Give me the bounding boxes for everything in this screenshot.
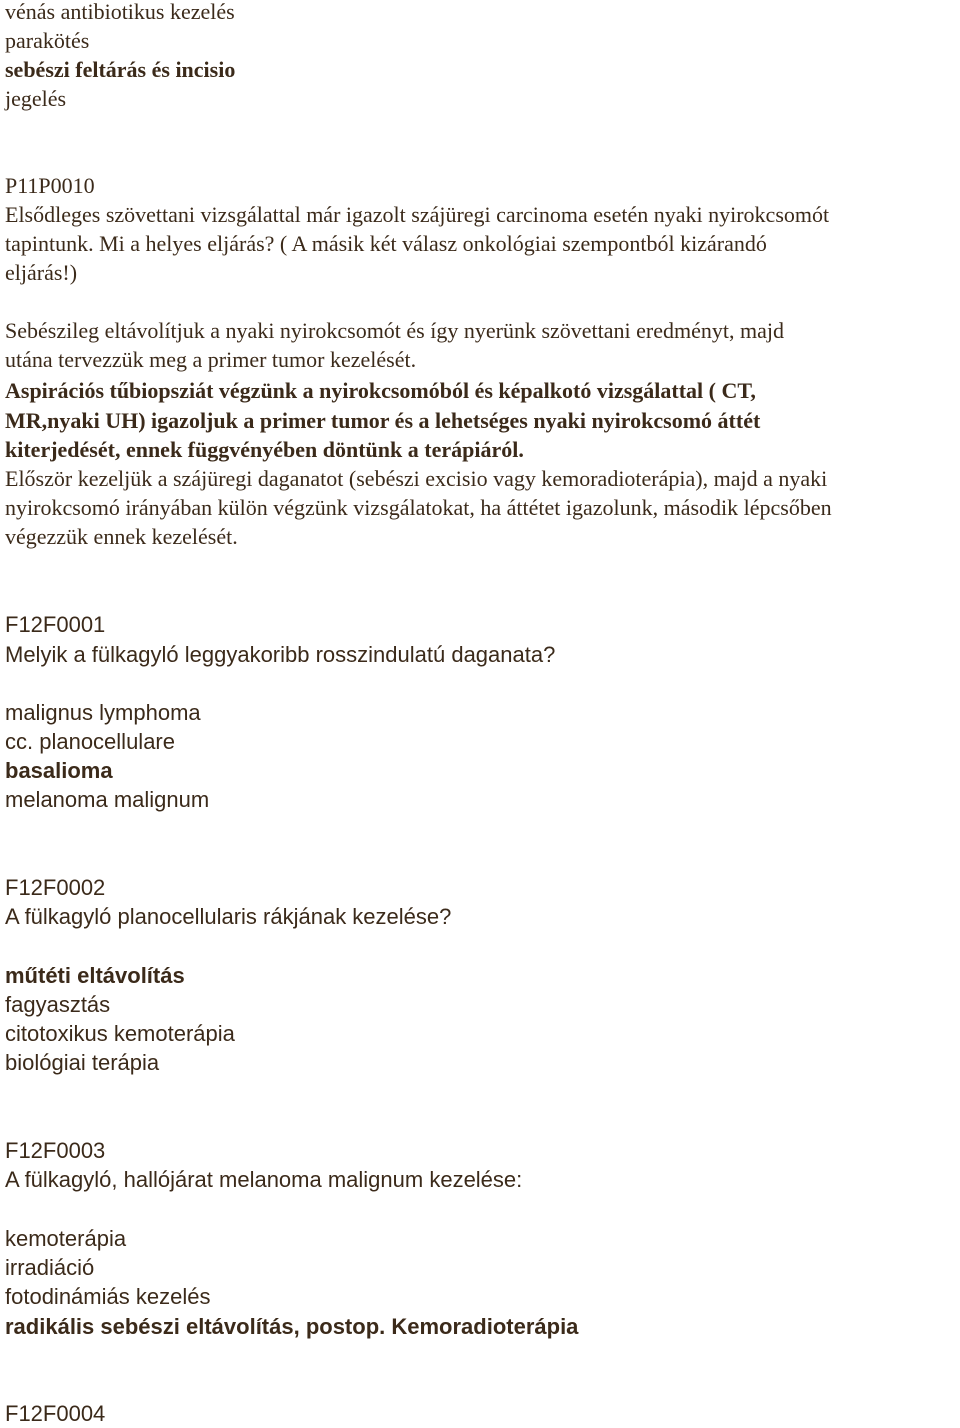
question-text-line: eljárás!) <box>5 260 78 285</box>
correct-answer-text-line: MR,nyaki UH) igazoljuk a primer tumor és a lehetséges nyaki nyirokcsomó áttét <box>5 408 761 433</box>
option-text: fagyasztás <box>5 992 111 1017</box>
question-text: A fülkagyló planocellularis rákjának kezelése? <box>5 904 452 929</box>
option-text: citotoxikus kemoterápia <box>5 1021 235 1046</box>
option-text: fotodinámiás kezelés <box>5 1284 211 1309</box>
option-text: irradiáció <box>5 1255 95 1280</box>
question-text-line: Elsődleges szövettani vizsgálattal már igazolt szájüregi carcinoma esetén nyaki nyirokcsomót <box>5 202 830 227</box>
answer-text-line: utána tervezzük meg a primer tumor kezelését. <box>5 347 417 372</box>
correct-option-text: basalioma <box>5 758 113 783</box>
option-text: biológiai terápia <box>5 1050 160 1075</box>
correct-answer-text-line: kiterjedését, ennek függvényében döntünk a terápiáról. <box>5 437 524 462</box>
option-text: melanoma malignum <box>5 787 210 812</box>
option-text: kemoterápia <box>5 1226 127 1251</box>
option-text: jegelés <box>5 86 67 111</box>
question-code: F12F0004 <box>5 1401 106 1426</box>
option-text: malignus lymphoma <box>5 700 201 725</box>
question-text-line: tapintunk. Mi a helyes eljárás? ( A másik két válasz onkológiai szempontból kizárandó <box>5 231 767 256</box>
correct-option-text: radikális sebészi eltávolítás, postop. Kemoradioterápia <box>5 1314 579 1339</box>
option-text: parakötés <box>5 28 90 53</box>
question-code: P11P0010 <box>5 173 95 198</box>
question-code: F12F0002 <box>5 875 106 900</box>
question-code: F12F0003 <box>5 1138 106 1163</box>
correct-option-text: műtéti eltávolítás <box>5 963 185 988</box>
answer-text-line: végezzük ennek kezelését. <box>5 524 238 549</box>
question-text: Melyik a fülkagyló leggyakoribb rosszindulatú daganata? <box>5 642 556 667</box>
option-text: vénás antibiotikus kezelés <box>5 0 235 24</box>
answer-text-line: nyirokcsomó irányában külön végzünk vizsgálatokat, ha áttétet igazolunk, második lépcsőben <box>5 495 832 520</box>
answer-text-line: Először kezeljük a szájüregi daganatot (sebészi excisio vagy kemoradioterápia), majd a nyaki <box>5 466 828 491</box>
correct-answer-text-line: Aspirációs tűbiopsziát végzünk a nyirokcsomóból és képalkotó vizsgálattal ( CT, <box>5 378 756 403</box>
answer-text-line: Sebészileg eltávolítjuk a nyaki nyirokcsomót és így nyerünk szövettani eredményt, majd <box>5 318 784 343</box>
question-text: A fülkagyló, hallójárat melanoma malignum kezelése: <box>5 1167 523 1192</box>
correct-option-text: sebészi feltárás és incisio <box>5 57 236 82</box>
question-code: F12F0001 <box>5 612 106 637</box>
option-text: cc. planocellulare <box>5 729 175 754</box>
